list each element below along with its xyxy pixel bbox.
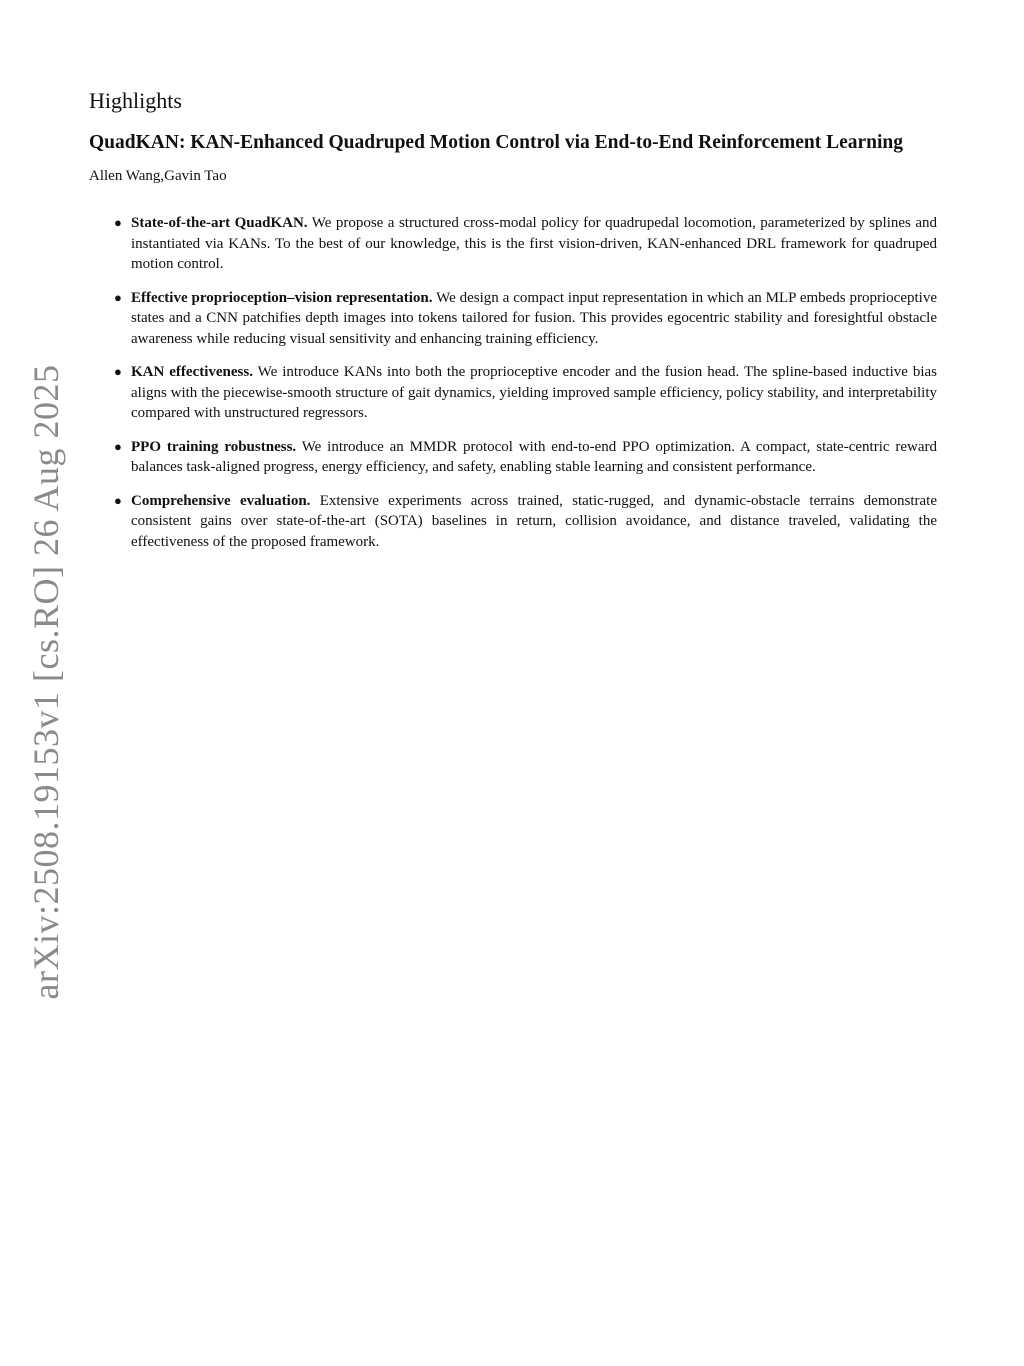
highlight-lead: KAN effectiveness. (131, 364, 253, 381)
highlight-lead: Effective proprioception–vision representation. (131, 289, 433, 306)
highlight-item (89, 213, 937, 275)
highlights-list (89, 213, 937, 552)
bullet-icon: ● (114, 438, 122, 454)
arxiv-identifier-stamp: arXiv:2508.19153v1 [cs.RO] 26 Aug 2025 (26, 364, 66, 1000)
highlight-text: We propose a structured cross-modal policy for quadrupedal locomotion, parameterized by splines and instantiated via KANs. To the best of our knowledge, this is the first vision-driven, KAN-enhanced DRL framework for quadruped motion control. (131, 215, 937, 273)
highlight-text: We design a compact input representation in which an MLP embeds proprioceptive states and a CNN patchifies depth images into tokens tailored for fusion. This provides egocentric stability and foresightful obstacle awareness while reducing visual sensitivity and enhancing training efficiency. (131, 289, 937, 347)
highlights-page (89, 88, 937, 565)
highlight-item (89, 362, 937, 424)
section-heading: Highlights (89, 88, 182, 113)
highlight-lead: Comprehensive evaluation. (131, 492, 311, 509)
bullet-icon: ● (114, 289, 122, 305)
highlight-item (89, 491, 937, 553)
highlight-item (89, 437, 937, 478)
highlight-item (89, 288, 937, 350)
author-list: Allen Wang,Gavin Tao (89, 167, 227, 184)
bullet-icon: ● (114, 215, 122, 231)
highlight-lead: State-of-the-art QuadKAN. (131, 215, 308, 232)
highlight-text: We introduce KANs into both the proprioceptive encoder and the fusion head. The spline-based inductive bias aligns with the piecewise-smooth structure of gait dynamics, yielding improved sample efficiency, policy stability, and interpretability compared with unstructured regressors. (131, 364, 938, 422)
bullet-icon: ● (114, 492, 122, 508)
highlight-text: Extensive experiments across trained, static-rugged, and dynamic-obstacle terrains demonstrate consistent gains over state-of-the-art (SOTA) baselines in return, collision avoidance, and distance traveled, validating the effectiveness of the proposed framework. (131, 492, 937, 550)
highlight-text: We introduce an MMDR protocol with end-to-end PPO optimization. A compact, state-centric reward balances task-aligned progress, energy efficiency, and safety, enabling stable learning and consistent performance. (131, 438, 937, 476)
paper-title: QuadKAN: KAN-Enhanced Quadruped Motion Control via End-to-End Reinforcement Learning (89, 132, 904, 154)
bullet-icon: ● (114, 364, 122, 380)
highlight-lead: PPO training robustness. (131, 438, 297, 455)
